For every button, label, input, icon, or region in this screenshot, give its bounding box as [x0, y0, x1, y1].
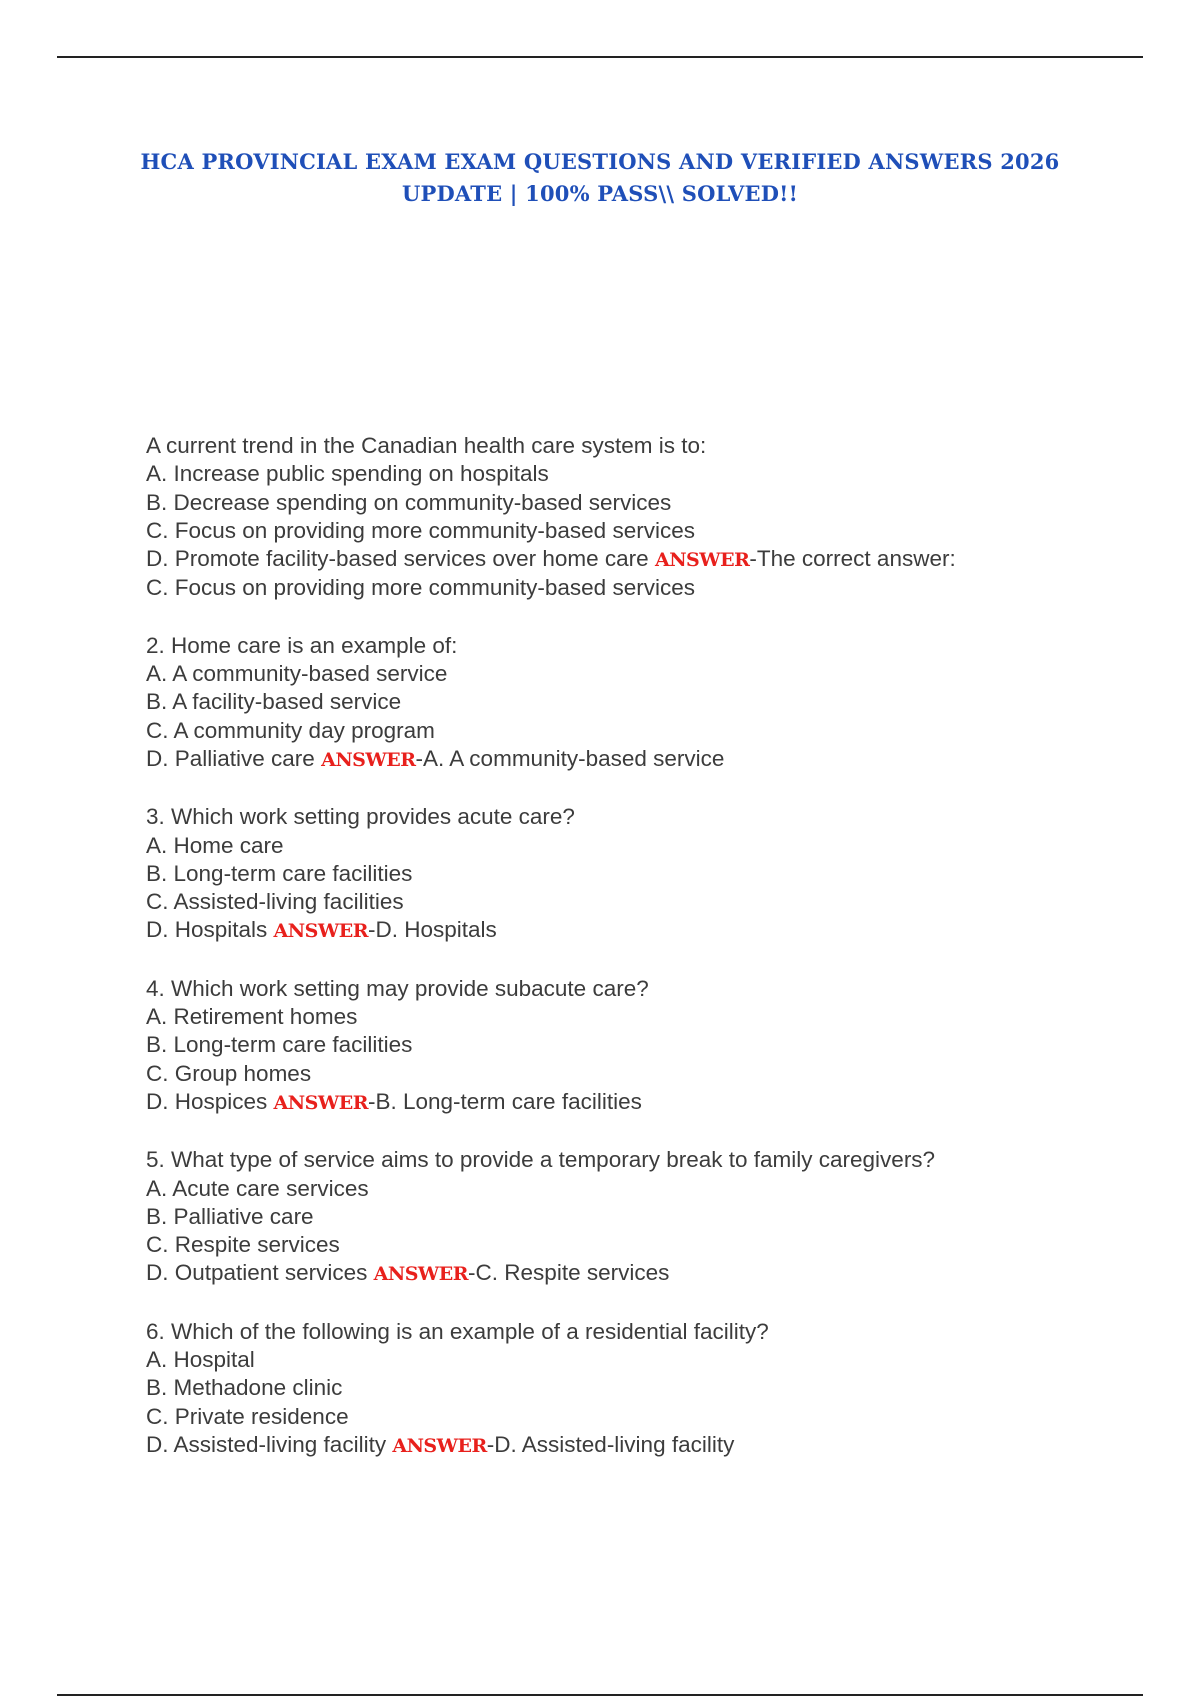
option-a: A. A community-based service [146, 661, 448, 687]
option-d: D. Hospices [146, 1088, 274, 1114]
question-text: 2. Home care is an example of: [146, 632, 458, 658]
option-b: B. A facility-based service [146, 689, 402, 715]
option-d-with-answer [146, 916, 1046, 945]
option-d-with-answer [146, 1088, 1046, 1117]
option-c: C. Assisted-living facilities [146, 889, 404, 915]
question-text: 4. Which work setting may provide subacute care? [146, 975, 649, 1001]
answer-text: -D. Assisted-living facility [486, 1431, 735, 1457]
question-text: 3. Which work setting provides acute care? [146, 804, 575, 830]
option-a: A. Acute care services [146, 1175, 369, 1201]
question-block-3 [146, 803, 1046, 945]
bottom-rule [57, 1694, 1143, 1696]
option-b: B. Decrease spending on community-based services [146, 489, 672, 515]
answer-text: -B. Long-term care facilities [368, 1088, 642, 1114]
option-a: A. Increase public spending on hospitals [146, 461, 549, 487]
option-d-with-answer [146, 1259, 1046, 1288]
option-c: C. Respite services [146, 1232, 340, 1258]
answer-text: -The correct answer: [749, 546, 956, 572]
question-text: 6. Which of the following is an example of a residential facility? [146, 1318, 769, 1344]
option-d-with-answer [146, 745, 1046, 774]
question-block-2 [146, 632, 1046, 774]
option-c: C. Focus on providing more community-based services [146, 517, 695, 543]
question-text: A current trend in the Canadian health care system is to: [146, 433, 707, 458]
answer-text: -D. Hospitals [368, 917, 497, 943]
option-c: C. Private residence [146, 1403, 349, 1429]
question-text: 5. What type of service aims to provide a temporary break to family caregivers? [146, 1147, 936, 1173]
question-block-4 [146, 975, 1046, 1117]
option-b: B. Long-term care facilities [146, 1032, 413, 1058]
question-list [146, 432, 1046, 1489]
question-block-6 [146, 1318, 1046, 1460]
option-d: D. Assisted-living facility [146, 1431, 393, 1457]
question-block-5 [146, 1146, 1046, 1288]
answer-label: ANSWER [373, 1263, 469, 1286]
answer-label: ANSWER [321, 748, 416, 771]
option-d: D. Outpatient services [146, 1260, 374, 1286]
option-b: B. Palliative care [146, 1203, 314, 1229]
option-a: A. Retirement homes [146, 1004, 358, 1030]
answer-label: ANSWER [273, 920, 368, 943]
option-b: B. Long-term care facilities [146, 860, 413, 886]
title-line-1: HCA PROVINCIAL EXAM EXAM QUESTIONS AND VERIFIED ANSWERS 2026 [140, 149, 1060, 174]
option-b: B. Methadone clinic [146, 1375, 343, 1401]
option-c: C. A community day program [146, 717, 435, 743]
question-block-1 [146, 432, 1046, 603]
top-rule [57, 56, 1143, 58]
option-d: D. Palliative care [146, 745, 322, 771]
title-line-2: UPDATE | 100% PASS\\ SOLVED!! [401, 181, 798, 206]
answer-text-continued: C. Focus on providing more community-based services [146, 575, 695, 601]
option-d-with-answer [146, 545, 1046, 574]
option-a: A. Hospital [146, 1347, 255, 1373]
option-d-with-answer [146, 1431, 1046, 1460]
answer-label: ANSWER [392, 1434, 487, 1457]
answer-text: -A. A community-based service [415, 745, 725, 771]
answer-label: ANSWER [273, 1091, 368, 1114]
option-a: A. Home care [146, 832, 284, 858]
document-title [0, 146, 1200, 210]
answer-text: -C. Respite services [468, 1260, 670, 1286]
option-d: D. Promote facility-based services over home care [146, 546, 655, 572]
option-c: C. Group homes [146, 1060, 312, 1086]
answer-label: ANSWER [654, 549, 750, 572]
option-d: D. Hospitals [146, 917, 274, 943]
